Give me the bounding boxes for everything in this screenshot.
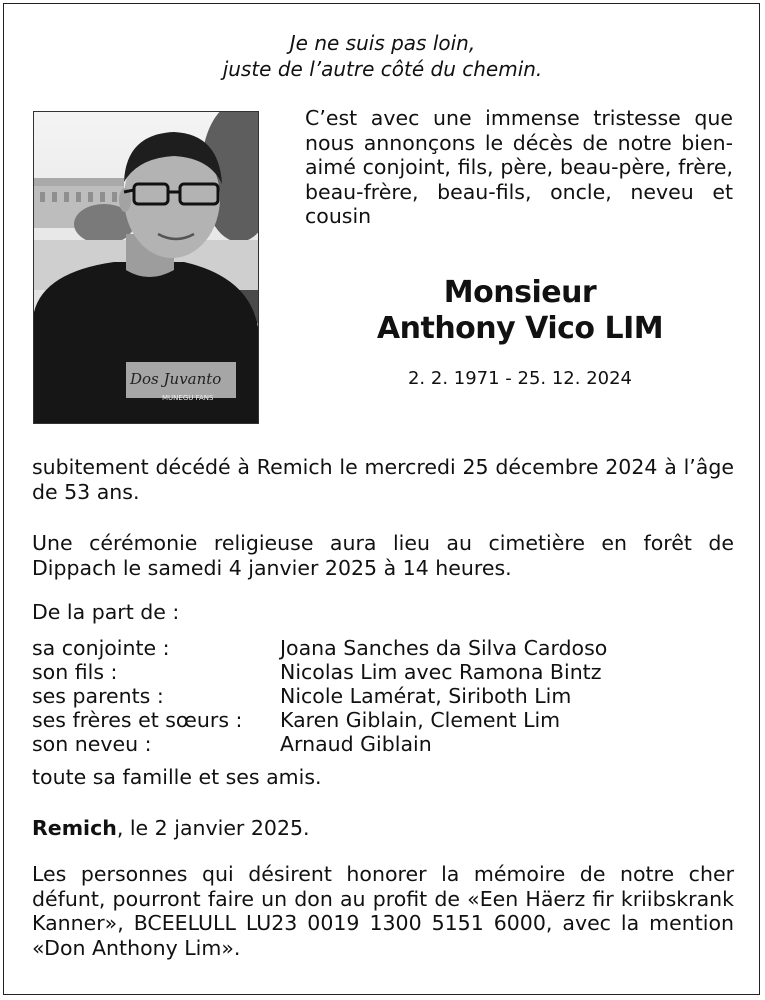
deceased-name: Anthony Vico LIM [376,311,664,346]
family-closing: toute sa famille et ses amis. [32,765,322,789]
epitaph-quote [0,30,765,82]
family-role: son fils : [32,660,118,684]
family-members: Nicole Lamérat, Siriboth Lim [280,684,572,708]
family-members: Joana Sanches da Silva Cardoso [280,636,608,660]
shirt-print-text-2: MUNEGU FANS [162,394,214,402]
family-row [32,708,734,732]
ceremony-paragraph: Une cérémonie religieuse aura lieu au cimetière en forêt de Dippach le samedi 4 janvier 2025 à 14 heures. [32,531,734,580]
family-row [32,684,734,708]
place-name: Remich [32,816,117,840]
family-role: son neveu : [32,732,152,756]
deceased-name-block [300,275,740,347]
family-role: ses frères et sœurs : [32,708,243,732]
family-row [32,636,734,660]
quote-line-1: Je ne suis pas loin, [289,31,476,55]
quote-line-2: juste de l’autre côté du chemin. [222,57,543,81]
deceased-title: Monsieur [443,275,597,310]
shirt-print-text-1: Dos Juvanto [130,370,222,388]
family-row [32,732,734,756]
family-label: De la part de : [32,600,180,624]
place-date-line [32,816,310,840]
family-role: ses parents : [32,684,164,708]
date-text: , le 2 janvier 2025. [116,816,310,840]
announcement-text: C’est avec une immense tristesse que nous annonçons le décès de notre bien-aimé conjoint, fils, père, beau-père, frère, beau-frère, beau-fils, oncle, neveu et cousin [305,106,733,228]
portrait-illustration [34,112,258,423]
donation-paragraph: Les personnes qui désirent honorer la mémoire de notre cher défunt, pourront faire un don au profit de «Een Häerz fir kriibskrank Kanner», BCEELULL LU23 0019 1300 5151 6000, avec la mention «Don Anthony Lim». [32,862,734,960]
family-members: Arnaud Giblain [280,732,432,756]
portrait-photo [33,111,259,424]
family-members: Nicolas Lim avec Ramona Bintz [280,660,602,684]
death-paragraph: subitement décédé à Remich le mercredi 25 décembre 2024 à l’âge de 53 ans. [32,455,734,504]
family-members: Karen Giblain, Clement Lim [280,708,561,732]
life-dates: 2. 2. 1971 - 25. 12. 2024 [407,368,633,389]
family-row [32,660,734,684]
family-role: sa conjointe : [32,636,170,660]
